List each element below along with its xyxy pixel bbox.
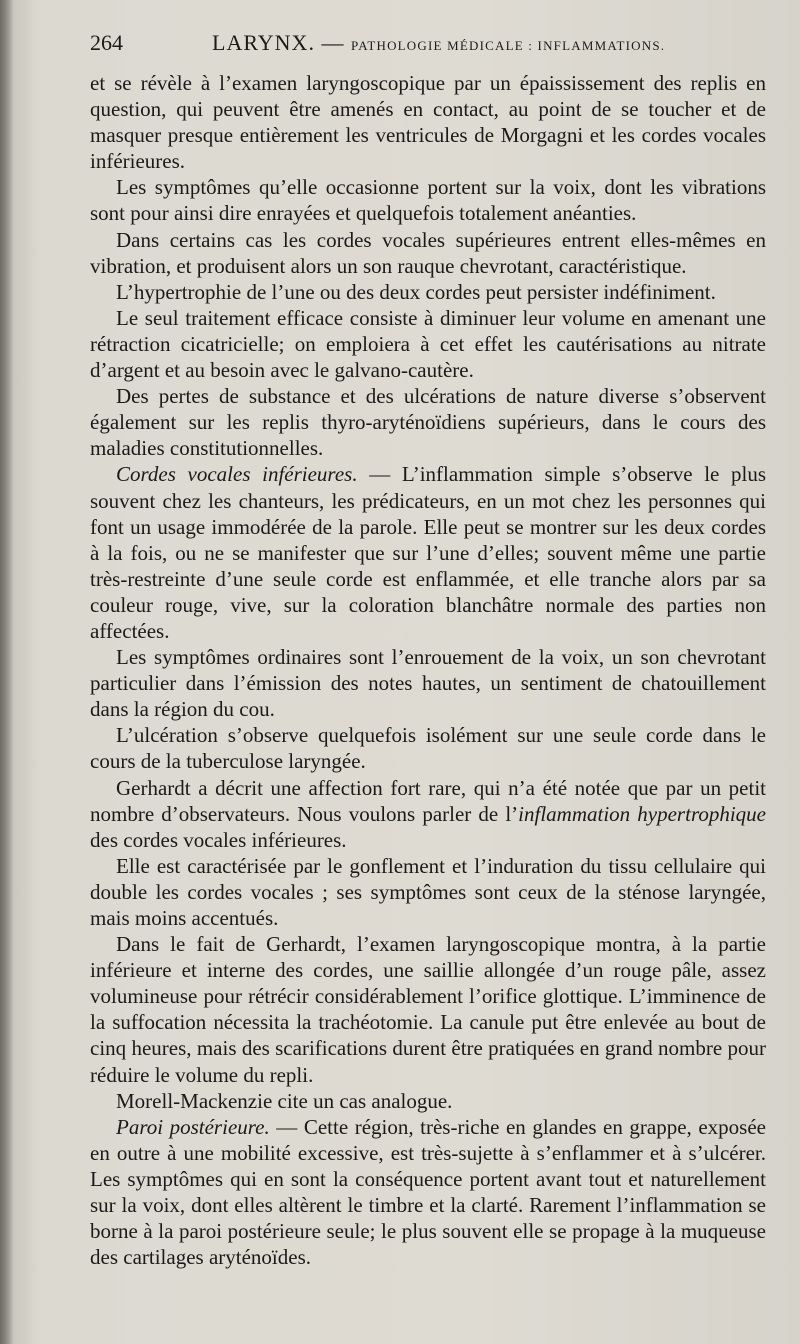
running-head xyxy=(212,30,665,56)
paragraph xyxy=(90,279,766,305)
paragraph-text: Morell-Mackenzie cite un cas analogue. xyxy=(116,1088,453,1113)
paragraph xyxy=(90,461,766,644)
paragraph-text: — L’inflammation simple s’observe le plus souvent chez les chanteurs, les prédicateurs, en un mot chez les personnes qui font un usage immodérée de la parole. Elle peut se montrer sur les deux cordes à la fois, ou ne se manifester que sur l’une d’elles; souvent même une partie très-restreinte d’une seule corde est enflammée, et elle tranche alors par sa couleur rouge, vive, sur la coloration blanchâtre normale des parties non affectées. xyxy=(90,462,766,643)
paragraph-text: Elle est caractérisée par le gonflement et l’induration du tissu cellulaire qui double les cordes vocales ; ses symptômes sont ceux de la sténose laryngée, mais moins accentués. xyxy=(90,853,766,930)
section-heading-italic: Paroi postérieure. xyxy=(116,1114,270,1139)
paragraph xyxy=(90,305,766,383)
page-header xyxy=(90,28,770,58)
spine-shadow xyxy=(0,0,14,1344)
paragraph xyxy=(90,174,766,226)
paragraph xyxy=(90,1088,766,1114)
paragraph xyxy=(90,722,766,774)
paragraph-text: Les symptômes qu’elle occasionne portent sur la voix, dont les vibrations sont pour ainsi dire enrayées et quelquefois totalement anéanties. xyxy=(90,175,766,226)
paragraph-text: L’ulcération s’observe quelquefois isolément sur une seule corde dans le cours de la tuberculose laryngée. xyxy=(90,723,766,774)
paragraph xyxy=(90,644,766,722)
paragraph xyxy=(90,70,766,174)
running-head-main: LARYNX. — xyxy=(212,30,345,55)
paragraph-text: Dans le fait de Gerhardt, l’examen laryngoscopique montra, à la partie inférieure et interne des cordes, une saillie allongée d’un rouge pâle, assez volumineuse pour rétrécir considérablement l’orifice glottique. L’imminence de la suffocation nécessita la trachéotomie. La canule put être enlevée au bout de cinq heures, mais des scarifications durent être pratiquées en grand nombre pour réduire le volume du repli. xyxy=(90,932,766,1087)
paragraph xyxy=(90,383,766,461)
paragraph-text: Les symptômes ordinaires sont l’enrouement de la voix, un son chevrotant particulier dans l’émission des notes hautes, un sentiment de chatouillement dans la région du cou. xyxy=(90,645,766,722)
italic-term: inflammation hypertrophique xyxy=(518,801,766,826)
paragraph-text: Des pertes de substance et des ulcérations de nature diverse s’observent également sur les replis thyro-aryténoïdiens supérieurs, dans le cours des maladies constitutionnelles. xyxy=(90,384,766,461)
body-text xyxy=(90,70,766,1270)
paragraph-text: Gerhardt a décrit une affection fort rare, qui n’a été notée que par un petit nombre d’observateurs. Nous voulons parler de l’ xyxy=(90,775,766,826)
paragraph xyxy=(90,853,766,931)
paragraph-text: Le seul traitement efficace consiste à diminuer leur volume en amenant une rétraction cicatricielle; on emploiera à cet effet les cautérisations au nitrate d’argent et au besoin avec le galvano-cautère. xyxy=(90,305,766,383)
paragraph xyxy=(90,775,766,853)
page-number: 264 xyxy=(90,30,123,55)
paragraph xyxy=(90,931,766,1088)
paragraph-text: et se révèle à l’examen laryngoscopique par un épaississement des replis en question, qui peuvent être amenés en contact, au point de se toucher et de masquer presque entièrement les ventricules de Morgagni et les cordes vocales inférieures. xyxy=(90,71,766,174)
section-heading-italic: Cordes vocales inférieures. xyxy=(116,462,358,487)
paragraph-text: — Cette région, très-riche en glandes en grappe, exposée en outre à une mobilité excessive, est très-sujette à s’enflammer et à s’ulcérer. Les symptômes qui en sont la conséquence portent avant tout et naturellement sur la voix, dont elles altèrent le timbre et la clarté. Rarement l’inflammation se borne à la paroi postérieure seule; le plus souvent elle se propage à la muqueuse des cartilages aryténoïdes. xyxy=(90,1114,766,1270)
paragraph-text: Dans certains cas les cordes vocales supérieures entrent elles-mêmes en vibration, et produisent alors un son rauque chevrotant, caractéristique. xyxy=(90,227,766,278)
paragraph-text: des cordes vocales inférieures. xyxy=(90,827,347,852)
paragraph xyxy=(90,1114,766,1271)
running-head-sub: PATHOLOGIE MÉDICALE : INFLAMMATIONS. xyxy=(350,38,666,53)
paragraph-text: L’hypertrophie de l’une ou des deux cordes peut persister indéfiniment. xyxy=(116,279,716,304)
paragraph xyxy=(90,227,766,279)
